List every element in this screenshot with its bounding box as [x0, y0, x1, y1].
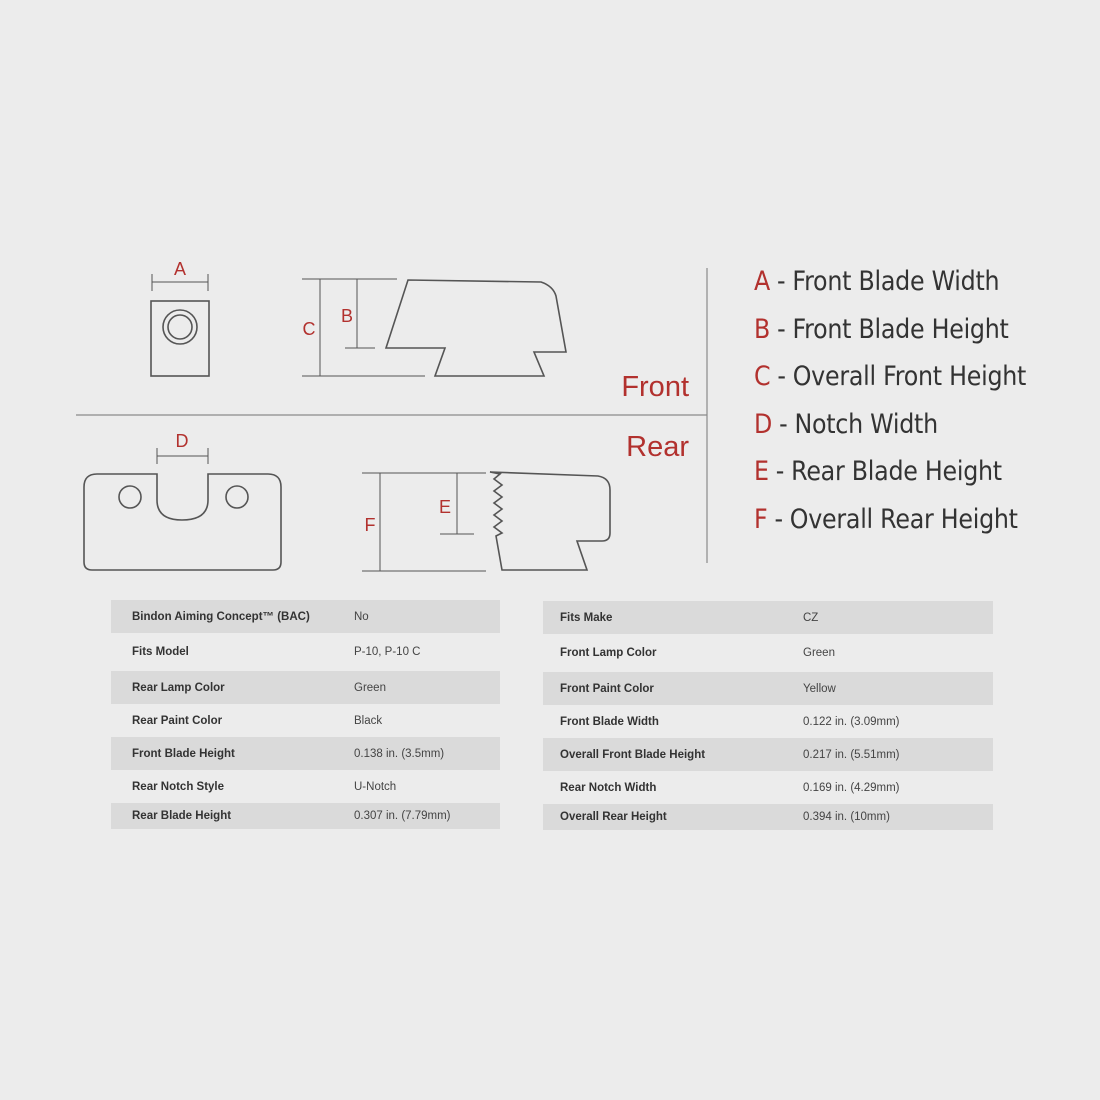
- legend-separator: -: [779, 408, 788, 440]
- spec-row: [543, 705, 993, 738]
- legend-letter: F: [754, 503, 768, 535]
- legend-item-d: [754, 405, 1036, 453]
- front-lamp-inner-circle: [168, 315, 192, 339]
- spec-row: [543, 601, 993, 634]
- spec-key: Bindon Aiming Concept™ (BAC): [132, 610, 310, 623]
- spec-row: [543, 804, 993, 830]
- dimension-f-label: F: [364, 515, 376, 535]
- legend-letter: D: [754, 408, 773, 440]
- legend-item-b: [754, 310, 1036, 358]
- legend-letter: E: [754, 456, 769, 487]
- spec-value: P-10, P-10 C: [354, 646, 421, 658]
- dimension-legend: [754, 262, 1074, 547]
- spec-key: Front Paint Color: [560, 682, 654, 695]
- spec-table-right: [543, 601, 993, 830]
- spec-row: [111, 600, 500, 633]
- rear-sight-side-profile: [490, 472, 610, 570]
- spec-value: No: [354, 610, 369, 623]
- spec-table-left: [111, 600, 500, 829]
- spec-key: Overall Rear Height: [560, 811, 667, 823]
- legend-separator: -: [777, 361, 786, 392]
- spec-key: Front Blade Height: [132, 747, 235, 760]
- rear-sight-end-view: [84, 474, 281, 570]
- spec-row: [543, 672, 993, 705]
- dimension-a-label: A: [173, 259, 187, 279]
- spec-value: Green: [803, 647, 835, 659]
- spec-row: [111, 770, 500, 803]
- rear-lamp-left-circle: [119, 486, 141, 508]
- spec-value: U-Notch: [354, 780, 397, 793]
- dimension-c-label: C: [302, 319, 316, 339]
- spec-key: Front Lamp Color: [560, 647, 657, 659]
- spec-key: Rear Paint Color: [132, 714, 223, 727]
- rear-section-label: Rear: [626, 431, 689, 463]
- spec-value: 0.169 in. (4.29mm): [803, 781, 900, 794]
- legend-item-e: [754, 452, 1036, 500]
- spec-value: CZ: [803, 611, 819, 624]
- spec-value: 0.217 in. (5.51mm): [803, 748, 900, 761]
- spec-key: Rear Notch Width: [560, 781, 657, 794]
- spec-row: [543, 738, 993, 771]
- dimension-e-label: E: [438, 497, 452, 517]
- spec-row: [111, 803, 500, 829]
- spec-row: [111, 671, 500, 704]
- legend-letter: A: [754, 266, 770, 297]
- front-sight-side-profile: [386, 280, 566, 376]
- spec-value: Black: [354, 714, 383, 727]
- legend-label: Notch Width: [794, 408, 938, 440]
- spec-row: [111, 704, 500, 737]
- spec-value: 0.122 in. (3.09mm): [803, 715, 900, 728]
- spec-value: Yellow: [803, 682, 836, 695]
- rear-lamp-right-circle: [226, 486, 248, 508]
- legend-item-a: [754, 262, 1036, 310]
- front-section-label: Front: [621, 371, 689, 403]
- legend-separator: -: [774, 503, 783, 535]
- legend-label: Front Blade Width: [792, 266, 1000, 297]
- dimension-b-label: B: [340, 306, 354, 326]
- spec-key: Overall Front Blade Height: [560, 748, 706, 761]
- spec-row: [543, 634, 993, 672]
- dimension-d-label: D: [175, 431, 189, 451]
- legend-item-f: [754, 500, 1036, 548]
- spec-row: [111, 737, 500, 770]
- legend-item-c: [754, 357, 1036, 405]
- legend-separator: -: [777, 266, 786, 297]
- legend-separator: -: [775, 456, 785, 487]
- spec-key: Fits Model: [132, 646, 189, 658]
- spec-value: 0.138 in. (3.5mm): [354, 747, 445, 760]
- spec-key: Rear Notch Style: [132, 780, 225, 793]
- legend-label: Front Blade Height: [792, 313, 1009, 345]
- spec-key: Rear Lamp Color: [132, 681, 225, 694]
- legend-separator: -: [777, 313, 786, 345]
- legend-letter: C: [754, 361, 771, 392]
- spec-value: Green: [354, 681, 386, 694]
- legend-label: Overall Rear Height: [789, 503, 1018, 535]
- spec-key: Fits Make: [560, 611, 613, 624]
- spec-row: [543, 771, 993, 804]
- spec-value: 0.307 in. (7.79mm): [354, 810, 451, 822]
- legend-label: Overall Front Height: [792, 361, 1027, 392]
- spec-row: [111, 633, 500, 671]
- spec-value: 0.394 in. (10mm): [803, 811, 890, 823]
- legend-letter: B: [754, 313, 771, 345]
- spec-key: Front Blade Width: [560, 715, 659, 728]
- legend-label: Rear Blade Height: [791, 456, 1002, 487]
- spec-key: Rear Blade Height: [132, 810, 232, 822]
